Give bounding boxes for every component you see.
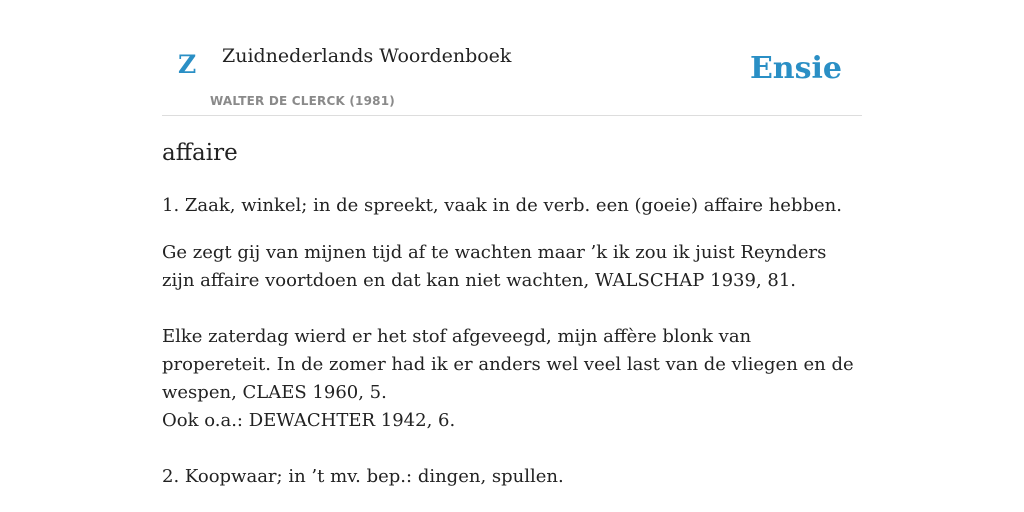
book-author: WALTER DE CLERCK (1981) — [210, 94, 395, 108]
header — [162, 0, 862, 116]
citation-walschap: Ge zegt gij van mijnen tijd af te wachten maar ’k ik zou ik juist Reynders zijn affaire voortdoen en dat kan niet wachten, WALSCHAP 1939, 81. — [162, 242, 827, 291]
citation-dewachter: Ook o.a.: DEWACHTER 1942, 6. — [162, 410, 456, 431]
definition-2: 2. Koopwaar; in ’t mv. bep.: dingen, spullen. — [162, 466, 564, 487]
page — [162, 0, 862, 487]
ensie-logo[interactable]: Ensie — [749, 51, 842, 86]
book-logo[interactable]: Z — [178, 50, 197, 79]
book-title[interactable]: Zuidnederlands Woordenboek — [222, 45, 512, 67]
headword: affaire — [162, 140, 238, 166]
citation-claes: Elke zaterdag wierd er het stof afgeveegd, mijn affère blonk van propereteit. In de zomer had ik er anders wel veel last van de vliegen en de wespen, CLAES 1960, 5. — [162, 326, 854, 403]
definition-1: 1. Zaak, winkel; in de spreekt, vaak in de verb. een (goeie) affaire hebben. — [162, 195, 842, 216]
